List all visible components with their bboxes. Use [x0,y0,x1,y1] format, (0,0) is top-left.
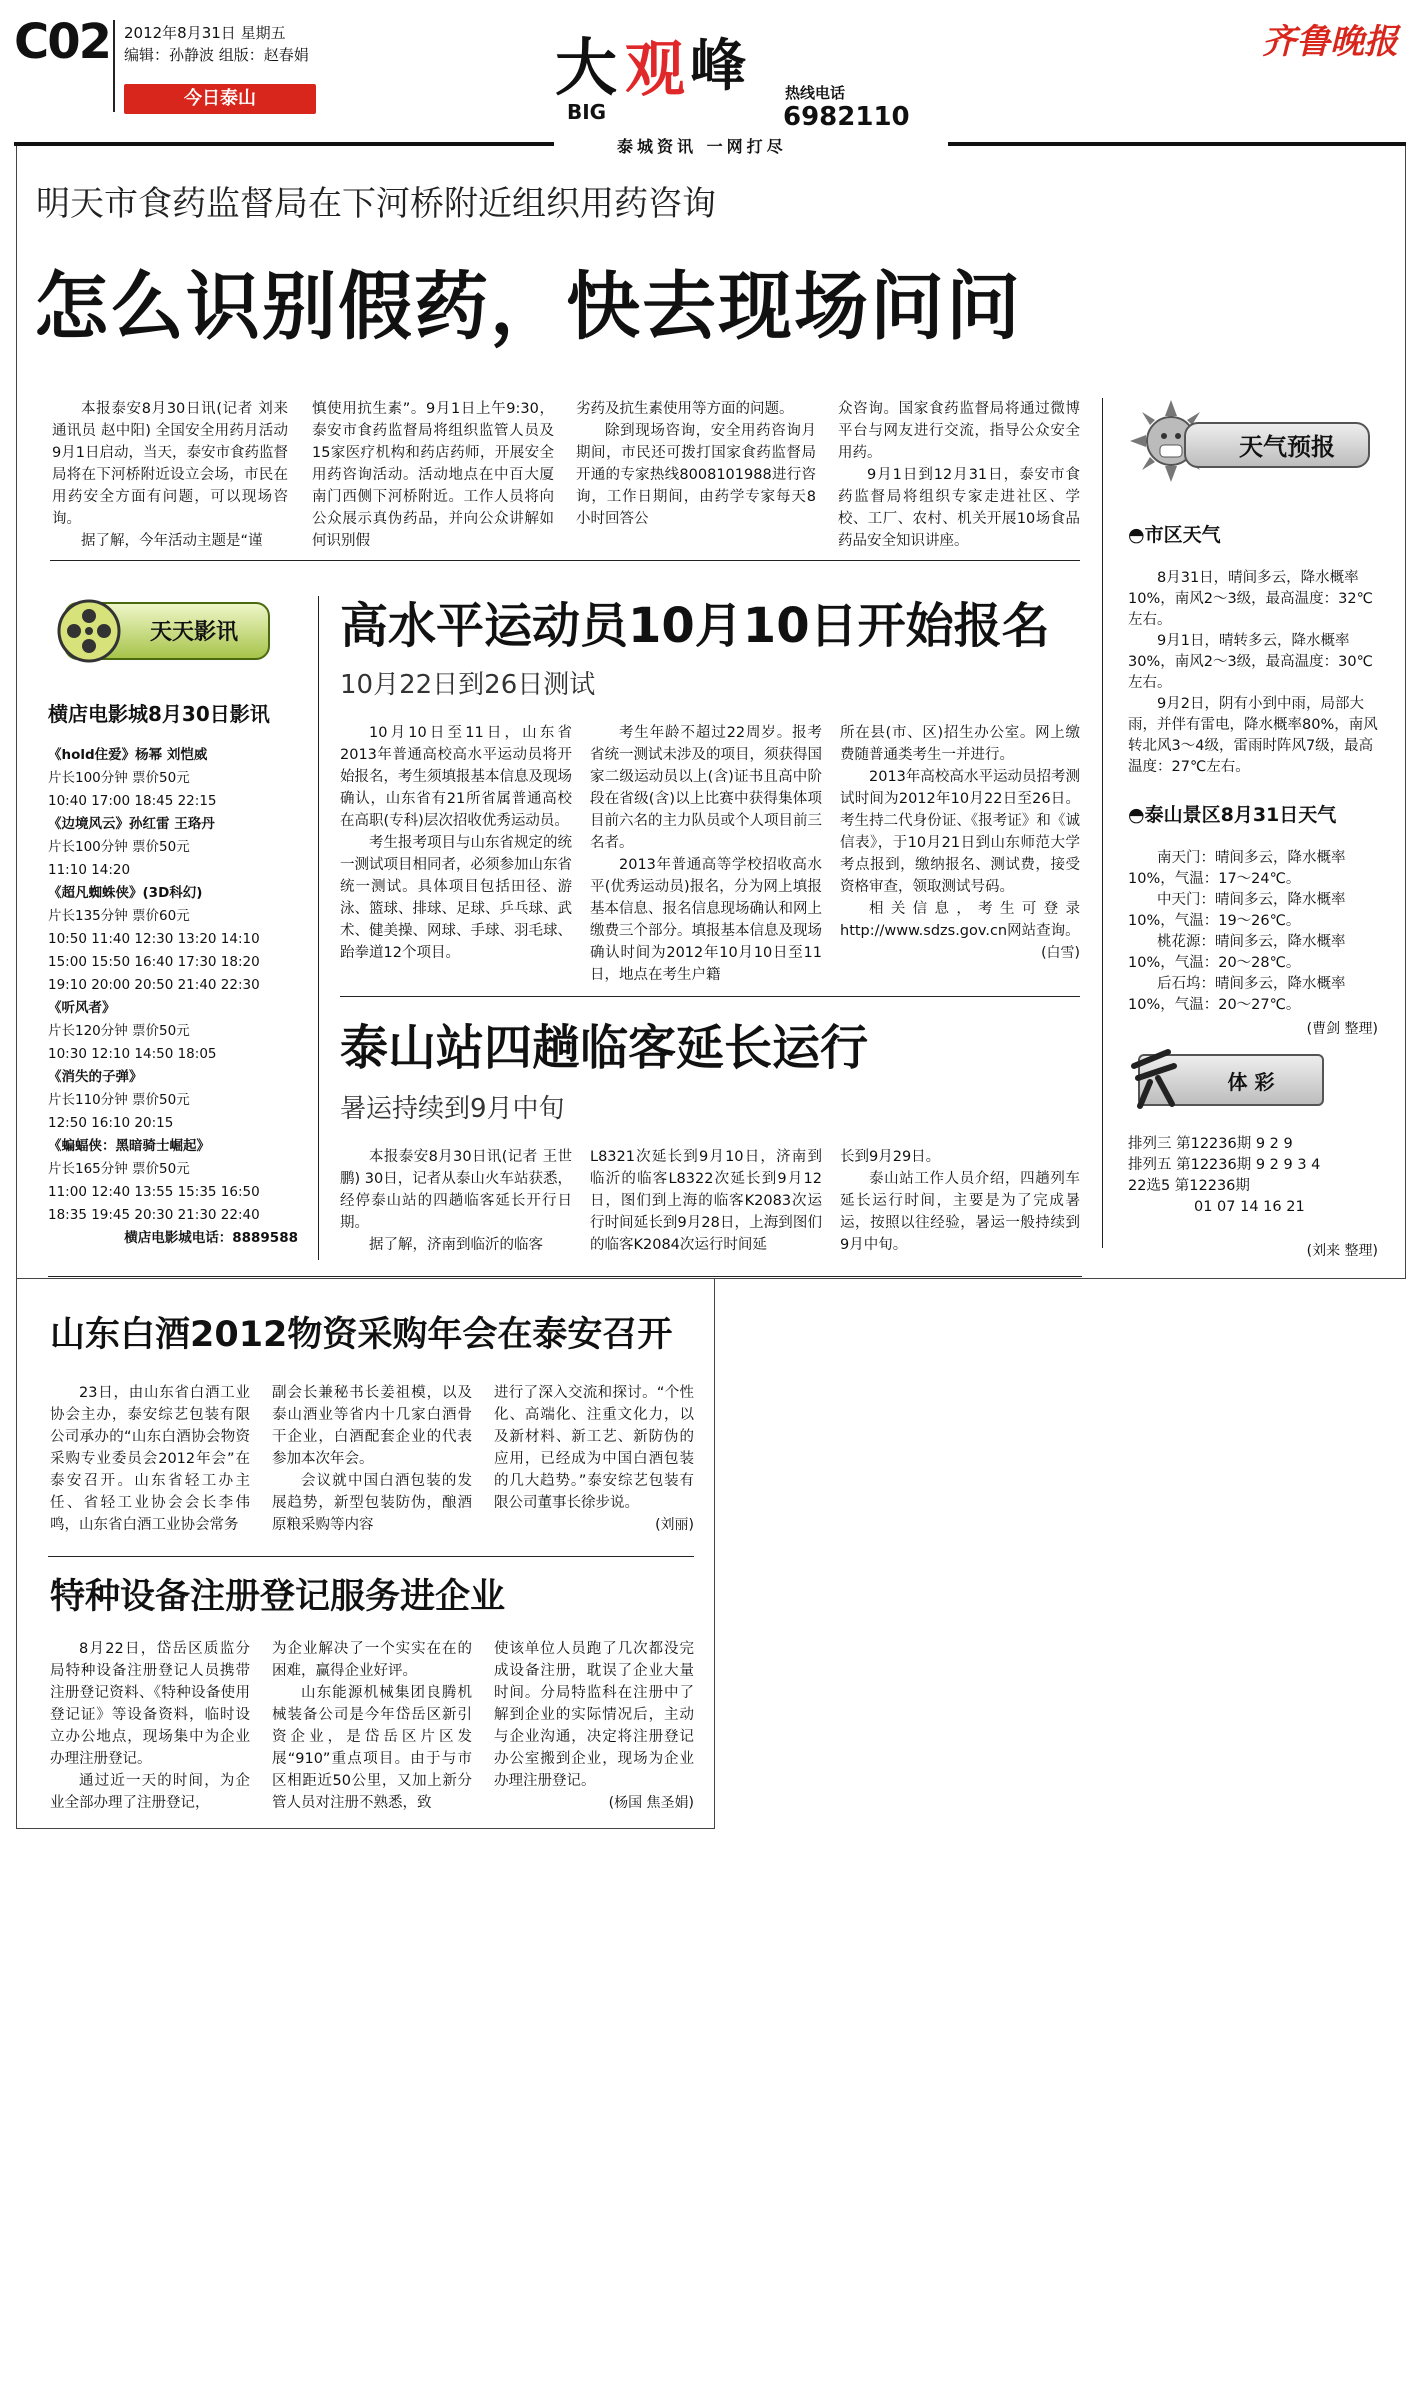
lottery-label: 体 彩 [1138,1054,1324,1106]
scenic-weather-title [1128,800,1336,827]
movie-title: 《hold住爱》杨幂 刘恺威 [48,747,208,763]
article3-headline: 泰山站四趟临客延长运行 [340,1020,869,1076]
movie-title: 《蝙蝠侠：黑暗骑士崛起》 [48,1138,210,1154]
column-logo [555,18,910,158]
movie-showtimes: 10:40 17:00 18:45 22:15 [48,793,217,809]
paragraph: 众咨询。国家食药监督局将通过微博平台与网友进行交流，指导公众安全用药。 [838,401,1080,461]
cinema-phone: 横店电影城电话：8889588 [124,1230,298,1246]
weather-entry: 8月31日，晴间多云，降水概率10%，南风2～3级，最高温度：32℃左右。 [1128,570,1373,628]
scenic-weather-title-text: 泰山景区8月31日天气 [1144,804,1337,826]
newspaper-masthead: 齐鲁晚报 [1262,22,1398,62]
movie-list [48,744,298,1250]
paragraph: 山东能源机械集团良腾机械装备公司是今年岱岳区新引资企业，是岱岳区片区发展“910”重点项目。由于与市区相距近50公里，又加上新分管人员对注册不熟悉，致 [272,1685,472,1811]
movie-item [48,1066,298,1135]
paragraph: 2013年高校高水平运动员招考测试时间为2012年10月22日至26日。考生持二代身份证、《报考证》和《诚信表》，于10月21日到山东师范大学考点报到，缴纳报名、测试费，接受资格审查，领取测试号码。 [840,769,1080,895]
header-divider [113,20,115,112]
logo-guan-char: 观 [625,35,685,105]
article1-subhead: 明天市食药监督局在下河桥附近组织用药咨询 [36,184,716,224]
city-weather-list [1128,568,1380,778]
article5-col2 [272,1638,472,1814]
logo-feng-char: 峰 [690,33,746,99]
paragraph: 使该单位人员跑了几次都没完成设备注册，耽误了企业大量时间。分局特监科在注册中了解到企业的实际情况后，主动与企业沟通，决定将注册登记办公室搬到企业，现场为企业办理注册登记。 [494,1641,694,1789]
paragraph: 会议就中国白酒包装的发展趋势，新型包装防伪，酿酒原粮采购等内容 [272,1473,472,1533]
divider [48,1556,694,1557]
article3-col3 [840,1146,1080,1256]
paragraph: 据了解，济南到临沂的临客 [369,1237,543,1253]
weather-badge [1128,398,1378,484]
paragraph: 据了解，今年活动主题是“谨 [81,533,263,549]
movie-item [48,744,298,813]
paragraph: 本报泰安8月30日讯(记者 刘来 通讯员 赵中阳) 全国安全用药月活动9月1日启动，当天，泰安市食药监督局将在下河桥附近设立会场，市民在用药安全方面有问题，可以现场咨询。 [52,401,288,527]
lottery-row: 01 07 14 16 21 [1194,1199,1305,1215]
lottery-icon [1128,1048,1180,1110]
section-tab: 今日泰山 [124,84,316,114]
movie-showtimes: 12:50 16:10 20:15 [48,1115,174,1131]
weather-label: 天气预报 [1184,422,1370,468]
lottery-row: 22选5 第12236期 [1128,1178,1250,1194]
hotline-label: 热线电话 [785,84,846,102]
paragraph: 除到现场咨询，安全用药咨询月期间，市民还可拨打国家食药监督局开通的专家热线8008101988进行咨询，工作日期间，由药学专家每天8小时回答公 [576,423,816,527]
paragraph: 泰山站工作人员介绍，四趟列车延长运行时间，主要是为了完成暑运，按照以往经验，暑运一般持续到9月中旬。 [840,1171,1080,1253]
divider [48,1276,1082,1277]
lottery-results [1128,1134,1380,1218]
weather-entry: 桃花源：晴间多云，降水概率10%，气温：20～28℃。 [1128,934,1346,971]
movie-meta: 片长100分钟 票价50元 [48,770,190,786]
slogan: 泰城资讯 一网打尽 [617,137,787,156]
movie-item [48,813,298,882]
movie-showtimes: 11:10 14:20 [48,862,131,878]
article5-col3 [494,1638,694,1814]
paragraph: 长到9月29日。 [840,1149,941,1165]
movie-meta: 片长135分钟 票价60元 [48,908,190,924]
weather-byline: (曹剑 整理) [1306,1021,1378,1037]
paragraph: 8月22日，岱岳区质监分局特种设备注册登记人员携带注册登记资料、《特种设备使用登记证》等设备资料，临时设立办公地点，现场集中为企业办理注册登记。 [50,1641,250,1767]
article2-col2 [590,722,822,986]
paragraph: 23日，由山东省白酒工业协会主办，泰安综艺包装有限公司承办的“山东白酒协会物资采购专业委员会2012年会”在泰安召开。山东省轻工办主任、省轻工业协会会长李伟鸣，山东省白酒工业协会常务 [50,1385,250,1533]
article2-col1 [340,722,572,964]
paragraph: 劣药及抗生素使用等方面的问题。 [576,401,794,417]
article3-col2 [590,1146,822,1256]
paragraph: 本报泰安8月30日讯(记者 王世鹏) 30日，记者从泰山火车站获悉，经停泰山站的四趟临客延长开行日期。 [340,1149,572,1231]
lottery-row: 排列五 第12236期 9 2 9 3 4 [1128,1157,1321,1173]
article5-headline: 特种设备注册登记服务进企业 [50,1577,506,1617]
movie-meta: 片长110分钟 票价50元 [48,1092,190,1108]
weather-entry: 9月2日，阴有小到中雨，局部大雨，并伴有雷电，降水概率80%，南风转北风3～4级，雷雨时阵风7级，最高温度：27℃左右。 [1128,696,1378,775]
logo-big-en: BIG [567,100,607,124]
paragraph: 考生年龄不超过22周岁。报考省统一测试未涉及的项目，须获得国家二级运动员以上(含)证书且高中阶段在省级(含)以上比赛中获得集体项目前六名的主力队员或个人项目前三名者。 [590,725,822,851]
weather-entry: 9月1日，晴转多云，降水概率30%，南风2～3级，最高温度：30℃左右。 [1128,633,1373,691]
weather-entry: 中天门：晴间多云，降水概率10%，气温：19～26℃。 [1128,892,1346,929]
movie-meta: 片长100分钟 票价50元 [48,839,190,855]
paragraph: 所在县(市、区)招生办公室。网上缴费随普通类考生一并进行。 [840,725,1080,763]
movie-showtimes: 10:30 12:10 14:50 18:05 [48,1046,217,1062]
paragraph: 2013年普通高等学校招收高水平(优秀运动员)报名，分为网上填报基本信息、报名信息现场确认和网上缴费三个部分。填报基本信息及现场确认时间为2012年10月10日至11日，地点在考生户籍 [590,857,822,983]
article4-headline: 山东白酒2012物资采购年会在泰安召开 [50,1315,673,1355]
paragraph: 进行了深入交流和探讨。“个性化、高端化、注重文化力，以及新材料、新工艺、新防伪的应用，已经成为中国白酒包装的几大趋势。”泰安综艺包装有限公司董事长徐步说。 [494,1385,694,1511]
article4-col3 [494,1382,694,1536]
hotline-number: 6982110 [783,102,910,132]
movie-title: 《超凡蜘蛛侠》(3D科幻) [48,885,203,901]
movie-showtimes: 10:50 11:40 12:30 13:20 14:10 15:00 15:50 16:40 17:30 18:20 19:10 20:00 20:50 21:40 22:30 [48,931,260,993]
sidebar-divider [1102,398,1103,1248]
bullet-icon: ◓ [1128,524,1145,546]
scenic-weather-list [1128,848,1380,1016]
movie-showtimes: 11:00 12:40 13:55 15:35 16:50 18:35 19:45 20:30 21:30 22:40 [48,1184,260,1223]
article2-subhead: 10月22日到26日测试 [340,670,596,700]
article1-headline: 怎么识别假药，快去现场问问 [34,264,1022,350]
paragraph: 为企业解决了一个实实在在的困难，赢得企业好评。 [272,1641,472,1679]
movie-badge [54,596,274,666]
article1-col1 [52,398,288,552]
film-reel-icon [54,596,124,666]
paragraph: 9月1日到12月31日，泰安市食药监督局将组织专家走进社区、学校、工厂、农村、机关开展10场食品药品安全知识讲座。 [838,467,1080,549]
city-weather-title-text: 市区天气 [1144,524,1221,546]
article4-byline: (刘丽) [655,1517,694,1533]
movie-item [48,882,298,997]
paragraph: 考生报考项目与山东省规定的统一测试项目相同者，必须参加山东省统一测试。具体项目包括田径、游泳、篮球、排球、足球、乒乓球、武术、健美操、网球、手球、羽毛球、跆拳道12个项目。 [340,835,572,961]
article2-byline: (白雪) [1041,945,1080,961]
movie-title: 《消失的子弹》 [48,1069,143,1085]
city-weather-title [1128,520,1221,547]
article1-col3 [576,398,816,530]
movie-title: 《听风者》 [48,1000,116,1016]
movie-schedule-title: 横店电影城8月30日影讯 [48,702,270,726]
paragraph: 慎使用抗生素”。9月1日上午9:30，泰安市食药监督局将组织监管人员及15家医疗机构和药店药师，开展安全用药咨询活动。活动地点在中百大厦南门西侧下河桥附近。工作人员将向公众展示真伪药品，并向公众讲解如何识别假 [312,401,554,549]
movie-meta: 片长120分钟 票价50元 [48,1023,190,1039]
article4-col1 [50,1382,250,1536]
movie-label: 天天影讯 [64,602,270,660]
page-code: C02 [14,14,111,70]
article1-col4 [838,398,1080,552]
paragraph: L8321次延长到9月10日，济南到临沂的临客L8322次延长到9月12日，图们到上海的临客K2083次运行时间延长到9月28日，上海到图们的临客K2084次运行时间延 [590,1149,822,1253]
article2-col3 [840,722,1080,964]
movie-title: 《边境风云》孙红雷 王珞丹 [48,816,215,832]
divider [340,996,1080,997]
movie-item [48,997,298,1066]
divider [50,560,1080,561]
weather-entry: 南天门：晴间多云，降水概率10%，气温：17～24℃。 [1128,850,1346,887]
article3-subhead: 暑运持续到9月中旬 [340,1094,565,1124]
header-meta [124,22,309,66]
lottery-byline: (刘来 整理) [1306,1243,1378,1259]
lottery-row: 排列三 第12236期 9 2 9 [1128,1136,1293,1152]
article4-col2 [272,1382,472,1536]
article3-col1 [340,1146,572,1256]
paragraph: 通过近一天的时间，为企业全部办理了注册登记， [50,1773,250,1811]
article2-headline: 高水平运动员10月10日开始报名 [340,598,1050,654]
bullet-icon: ◓ [1128,804,1145,826]
logo-big-char: 大 [555,31,618,104]
article5-byline: (杨国 焦圣娟) [608,1795,694,1811]
paragraph: 相关信息，考生可登录http://www.sdzs.gov.cn网站查询。 [840,901,1080,939]
paragraph: 10月10日至11日，山东省2013年普通高校高水平运动员将开始报名，考生须填报基本信息及现场确认，山东省有21所省属普通高校在高职(专科)层次招收优秀运动员。 [340,725,572,829]
article5-col1 [50,1638,250,1814]
issue-date: 2012年8月31日 星期五 [124,24,286,42]
editors: 编辑：孙静波 组版：赵春娟 [124,46,309,64]
article1-col2 [312,398,554,552]
movies-divider [318,596,319,1260]
lottery-badge [1128,1048,1324,1110]
movie-meta: 片长165分钟 票价50元 [48,1161,190,1177]
paragraph: 副会长兼秘书长姜祖模，以及泰山酒业等省内十几家白酒骨干企业，白酒配套企业的代表参加本次年会。 [272,1385,472,1467]
movie-item [48,1135,298,1227]
weather-entry: 后石坞：晴间多云，降水概率10%，气温：20～27℃。 [1128,976,1346,1013]
